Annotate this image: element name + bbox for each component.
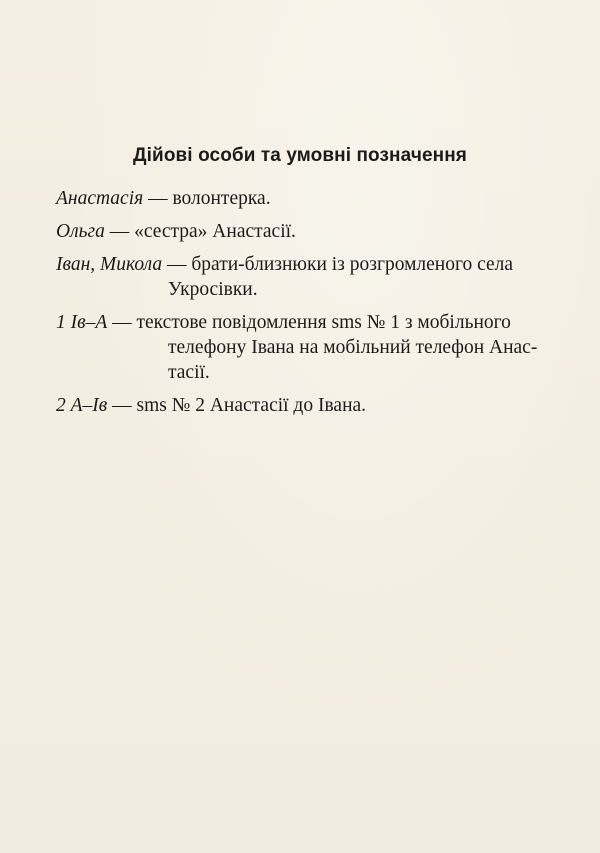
list-item bbox=[56, 310, 556, 385]
entry-description: «сестра» Анастасії. bbox=[134, 221, 296, 242]
entry-dash: — bbox=[143, 188, 173, 209]
entry-description: волонтерка. bbox=[172, 188, 271, 209]
list-item bbox=[56, 219, 556, 244]
entry-dash: — bbox=[107, 312, 137, 333]
entry-description-continued: Укросівки. bbox=[168, 279, 258, 300]
entry-dash: — bbox=[104, 221, 135, 242]
list-item bbox=[56, 186, 556, 211]
entry-term: 1 Ів–А bbox=[56, 312, 108, 333]
list-item bbox=[56, 393, 556, 418]
entry-dash: — bbox=[107, 395, 137, 416]
page-title: Дійові особи та умовні позначення bbox=[133, 145, 467, 166]
entry-description: брати-близнюки із розгромленого села bbox=[191, 254, 514, 275]
list-item bbox=[56, 252, 556, 302]
entry-description-continued: телефону Івана на мобільний телефон Анас- bbox=[168, 337, 538, 358]
entry-dash: — bbox=[162, 254, 192, 275]
entry-term: 2 А–Ів bbox=[56, 395, 108, 416]
character-list bbox=[56, 186, 556, 426]
entry-term: Ольга bbox=[56, 221, 105, 242]
entry-description: текстове повідомлення sms № 1 з мобільного bbox=[136, 312, 511, 333]
entry-description: sms № 2 Анастасії до Івана. bbox=[136, 395, 367, 416]
entry-description-continued: тасії. bbox=[168, 362, 210, 383]
entry-term: Анастасія bbox=[56, 188, 144, 209]
entry-term: Іван, Микола bbox=[56, 254, 163, 275]
